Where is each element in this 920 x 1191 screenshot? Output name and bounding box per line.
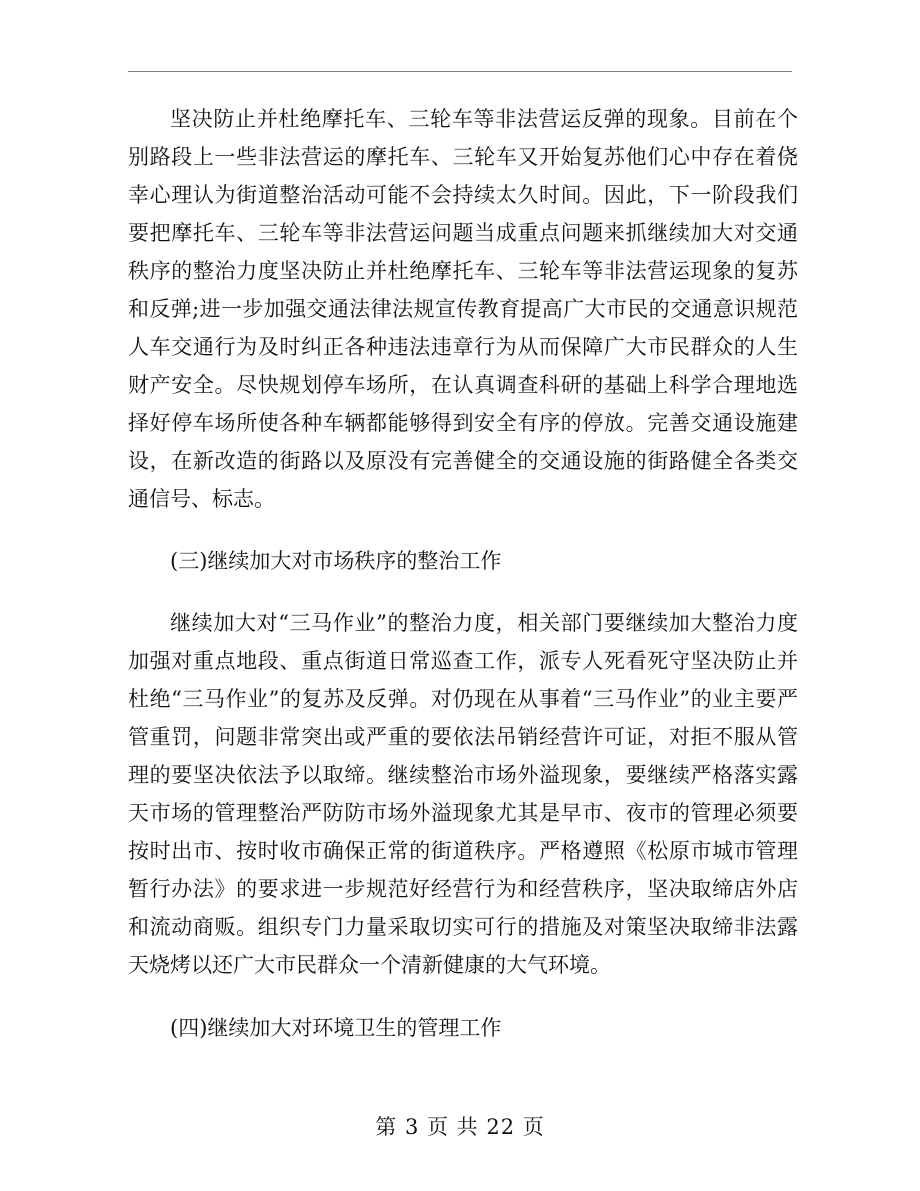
section-heading-market-order: (三)继续加大对市场秩序的整治工作 bbox=[170, 549, 502, 573]
body-paragraph-traffic: 坚决防止并杜绝摩托车、三轮车等非法营运反弹的现象。目前在个别路段上一些非法营运的摩托车、三轮车又开始复苏他们心中存在着侥幸心理认为街道整治活动可能不会持续太久时间。因此，下一阶段我们要把摩托车、三轮车等非法营运问题当成重点问题来抓继续加大对交通秩序的整治力度坚决防止并杜绝摩托车、三轮车等非法营运现象的复苏和反弹;进一步加强交通法律法规宣传教育提高广大市民的交通意识规范人车交通行为及时纠正各种违法违章行为从而保障广大市民群众的人生财产安全。尽快规划停车场所，在认真调查科研的基础上科学合理地选择好停车场所使各种车辆都能够得到安全有序的停放。完善交通设施建设，在新改造的街路以及原没有完善健全的交通设施的街路健全各类交通信号、标志。 bbox=[128, 107, 798, 511]
page-number-footer: 第 3 页 共 22 页 bbox=[375, 1115, 545, 1139]
section-heading-sanitation: (四)继续加大对环境卫生的管理工作 bbox=[170, 1016, 502, 1040]
body-paragraph-market-order: 继续加大对“三马作业”的整治力度，相关部门要继续加大整治力度加强对重点地段、重点街道日常巡查工作，派专人死看死守坚决防止并杜绝“三马作业”的复苏及反弹。对仍现在从事着“三马作业”的业主要严管重罚，问题非常突出或严重的要依法吊销经营许可证，对拒不服从管理的要坚决依法予以取缔。继续整治市场外溢现象，要继续严格落实露天市场的管理整治严防防市场外溢现象尤其是早市、夜市的管理必须要按时出市、按时收市确保正常的街道秩序。严格遵照《松原市城市管理暂行办法》的要求进一步规范好经营行为和经营秩序，坚决取缔店外店和流动商贩。组织专门力量采取切实可行的措施及对策坚决取缔非法露天烧烤以还广大市民群众一个清新健康的大气环境。 bbox=[128, 611, 798, 977]
header-rule bbox=[128, 71, 792, 72]
document-body bbox=[128, 100, 798, 1047]
